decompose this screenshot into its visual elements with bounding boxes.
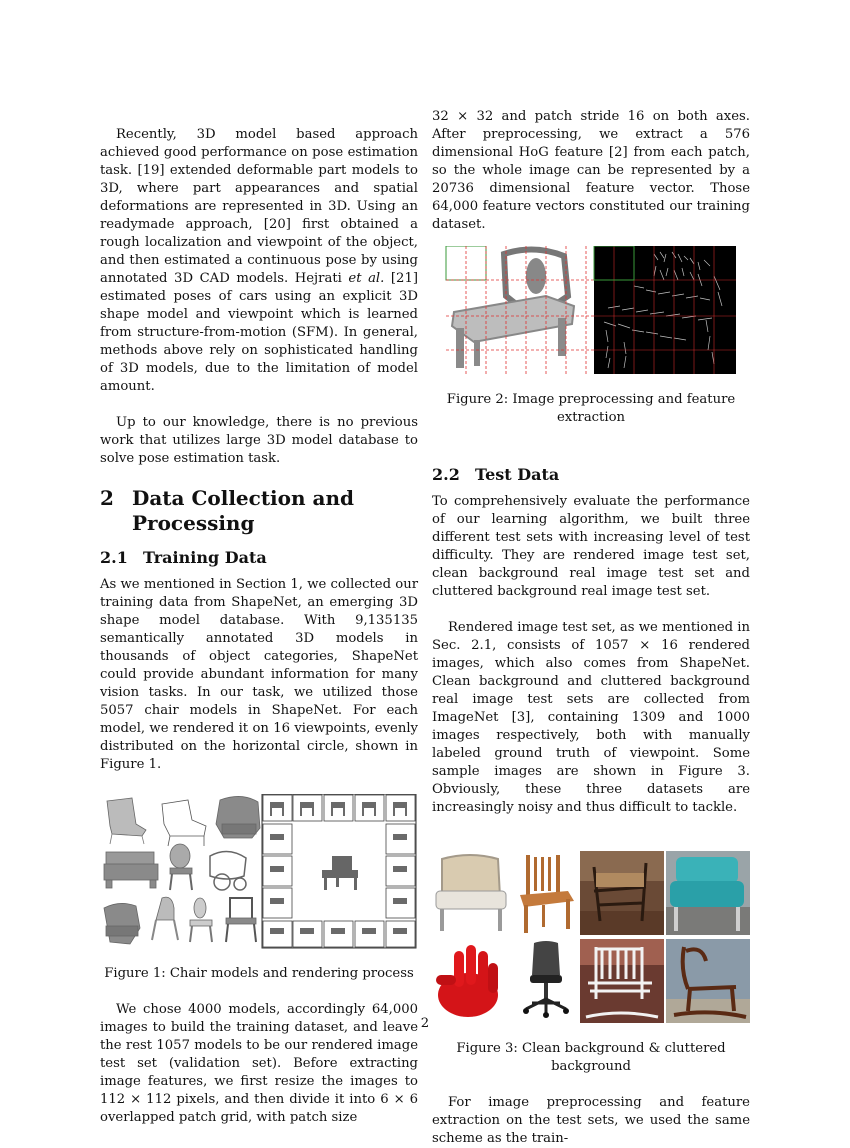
paragraph-test-data: To comprehensively evaluate the performance of our learning algorithm, we built three different test sets with increasing level of test difficulty. They are rendered image test set, clean background real image test set and cluttered background real image test set. [432, 494, 750, 599]
chair-model [104, 903, 140, 944]
chair-models-image [100, 794, 418, 949]
paragraph-no-previous-work: Up to our knowledge, there is no previous work that utilizes large 3D model database to solve pose estimation task. [100, 415, 418, 466]
section-heading-2: 2 Data Collection and Processing [100, 486, 354, 535]
paragraph-hog-feature: 32 × 32 and patch stride 16 on both axes. After preprocessing, we extract a 576 dimensional HoG feature [2] from each patch, so the whole image can be represented by a 20736 dimensional feature vector. Those 64,000 feature vectors constituted our training dataset. [432, 109, 750, 232]
chair-model [107, 798, 146, 844]
chair-model [226, 898, 256, 942]
clean-armchair-photo [432, 851, 508, 935]
chair-model [216, 796, 260, 838]
clean-wooden-chair-photo [512, 851, 582, 935]
preprocessing-image [432, 246, 750, 374]
subsection-heading-2-2: 2.2 Test Data [432, 465, 560, 484]
cluttered-rustic-chair-photo [580, 851, 664, 935]
left-column [100, 126, 418, 1127]
chair-model [170, 844, 192, 890]
chair-model [152, 897, 178, 940]
figure-3 [432, 851, 750, 1076]
figure-2-caption: Figure 2: Image preprocessing and feature extraction [446, 392, 736, 425]
figure-3-caption: Figure 3: Clean background & cluttered background [456, 1041, 726, 1074]
cluttered-wooden-rocking-chair-photo [666, 939, 750, 1023]
chair-model [190, 898, 212, 942]
hog-visualization [594, 246, 736, 374]
figure-1-caption: Figure 1: Chair models and rendering process [104, 966, 414, 981]
figure-2 [432, 246, 750, 427]
clean-hand-chair-photo [432, 939, 508, 1023]
figure-1 [100, 794, 418, 983]
paragraph-test-sets: Rendered image test set, as we mentioned in Sec. 2.1, consists of 1057 × 16 rendered images, which also comes from ShapeNet. Clean background and cluttered background real image test sets are collected from ImageNet [3], containing 1309 and 1000 images respectively, both with manually labeled ground truth of viewpoint. Some sample images are shown in Figure 3. Obviously, these three datasets are increasingly noisy and thus difficult to tackle. [432, 620, 750, 815]
rendering-viewpoint-ring [262, 794, 416, 948]
subsection-heading-2-1: 2.1 Training Data [100, 548, 267, 567]
paragraph-training-data: As we mentioned in Section 1, we collected our training data from ShapeNet, an emerging 3D shape model database. With 9,135135 semantically annotated 3D models in thousands of object categories, ShapeNet could provide abundant information for many vision tasks. In our task, we utilized those 5057 chair models in ShapeNet. For each model, we rendered it on 16 viewpoints, evenly distributed on the horizontal circle, shown in Figure 1. [100, 577, 418, 772]
paragraph-related-work: Recently, 3D model based approach achieved good performance on pose estimation task. [19] extended deformable part models to 3D, where part appearances and spatial deformations are represented in 3D. Using an readymade approach, [20] first obtained a rough localization and viewpoint of the object, and then estimated a continuous pose by using annotated 3D CAD models. Hejrati et al. [21] estimated poses of cars using an explicit 3D shape model and viewpoint which is learned from structure-from-motion (SFM). In general, methods above rely on sophisticated handling of 3D models, due to the limitation of model amount. [100, 127, 418, 394]
page-number: 2 [420, 1016, 430, 1031]
paragraph-dataset-split: We chose 4000 models, accordingly 64,000 images to build the training dataset, and leave the rest 1057 models to be our rendered image test set (validation set). Before extracting image features, we first resize the images to 112 × 112 pixels, and then divide it into 6 × 6 overlapped patch grid, with patch size [100, 1002, 418, 1125]
chair-patch-grid [446, 246, 596, 374]
chair-model [104, 852, 158, 888]
clean-office-chair-photo [512, 939, 582, 1023]
chair-model [210, 851, 246, 890]
real-image-samples [432, 851, 750, 1023]
cluttered-white-rocking-chair-photo [580, 939, 664, 1023]
right-column [432, 108, 750, 1148]
paragraph-test-preprocessing: For image preprocessing and feature extraction on the test sets, we used the same scheme as the train- [432, 1095, 750, 1146]
cluttered-teal-chair-photo [666, 851, 750, 935]
chair-model [162, 800, 206, 846]
